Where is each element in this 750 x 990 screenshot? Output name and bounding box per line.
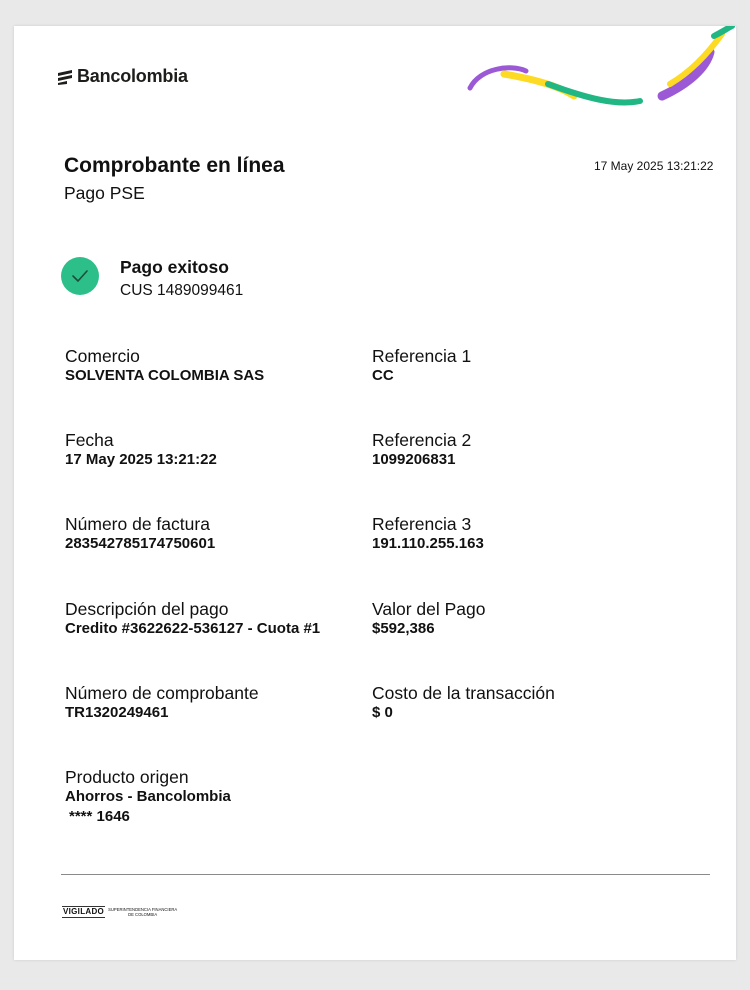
field-value: 283542785174750601 xyxy=(65,535,216,552)
field-label: Fecha xyxy=(65,430,114,450)
field-label: Referencia 1 xyxy=(372,346,472,366)
field-value: CC xyxy=(372,367,394,384)
page-title: Comprobante en línea xyxy=(64,154,285,177)
field-label: Referencia 2 xyxy=(372,430,472,450)
field-label: Costo de la transacción xyxy=(372,683,555,703)
field-value: Ahorros - Bancolombia xyxy=(65,788,231,805)
receipt-page xyxy=(14,26,736,960)
field-value: 1099206831 xyxy=(372,451,456,468)
success-check-icon xyxy=(61,257,99,295)
status-cus: CUS 1489099461 xyxy=(120,282,244,299)
field-fecha xyxy=(65,430,217,470)
field-value: $592,386 xyxy=(372,620,435,637)
field-referencia-3 xyxy=(372,514,484,554)
field-label: Comercio xyxy=(65,346,140,366)
field-referencia-1 xyxy=(372,346,471,386)
field-value: SOLVENTA COLOMBIA SAS xyxy=(65,367,265,384)
field-value: TR1320249461 xyxy=(65,704,169,721)
field-valor-pago xyxy=(372,599,486,639)
page-subtitle: Pago PSE xyxy=(64,183,145,203)
field-value: 17 May 2025 13:21:22 xyxy=(65,451,217,468)
superfinanciera-label: SUPERINTENDENCIA FINANCIERA DE COLOMBIA xyxy=(108,907,178,917)
field-numero-comprobante xyxy=(65,683,259,723)
field-label: Número de factura xyxy=(65,514,210,534)
vigilado-label: VIGILADO xyxy=(63,907,105,916)
field-label: Producto origen xyxy=(65,767,189,787)
bancolombia-logo-icon xyxy=(56,69,74,85)
field-value: $ 0 xyxy=(372,704,393,721)
field-value: 191.110.255.163 xyxy=(372,535,484,552)
status-title: Pago exitoso xyxy=(120,257,229,277)
field-label: Referencia 3 xyxy=(372,514,472,534)
field-value: Credito #3622622-536127 - Cuota #1 xyxy=(65,620,321,637)
field-costo-transaccion xyxy=(372,683,555,723)
vigilado-seal xyxy=(62,906,177,918)
field-referencia-2 xyxy=(372,430,471,470)
field-label: Número de comprobante xyxy=(65,683,259,703)
field-label: Descripción del pago xyxy=(65,599,229,619)
brand-name: Bancolombia xyxy=(77,66,188,86)
field-descripcion-pago xyxy=(65,599,320,639)
receipt-datetime: 17 May 2025 13:21:22 xyxy=(594,159,714,173)
field-comercio xyxy=(65,346,264,386)
footer-divider xyxy=(61,874,710,875)
field-numero-factura xyxy=(65,514,215,554)
field-producto-origen xyxy=(65,767,231,827)
decorative-waves xyxy=(466,26,736,116)
field-value-account: **** 1646 xyxy=(69,808,130,825)
field-label: Valor del Pago xyxy=(372,599,486,619)
bancolombia-logo xyxy=(56,66,188,87)
